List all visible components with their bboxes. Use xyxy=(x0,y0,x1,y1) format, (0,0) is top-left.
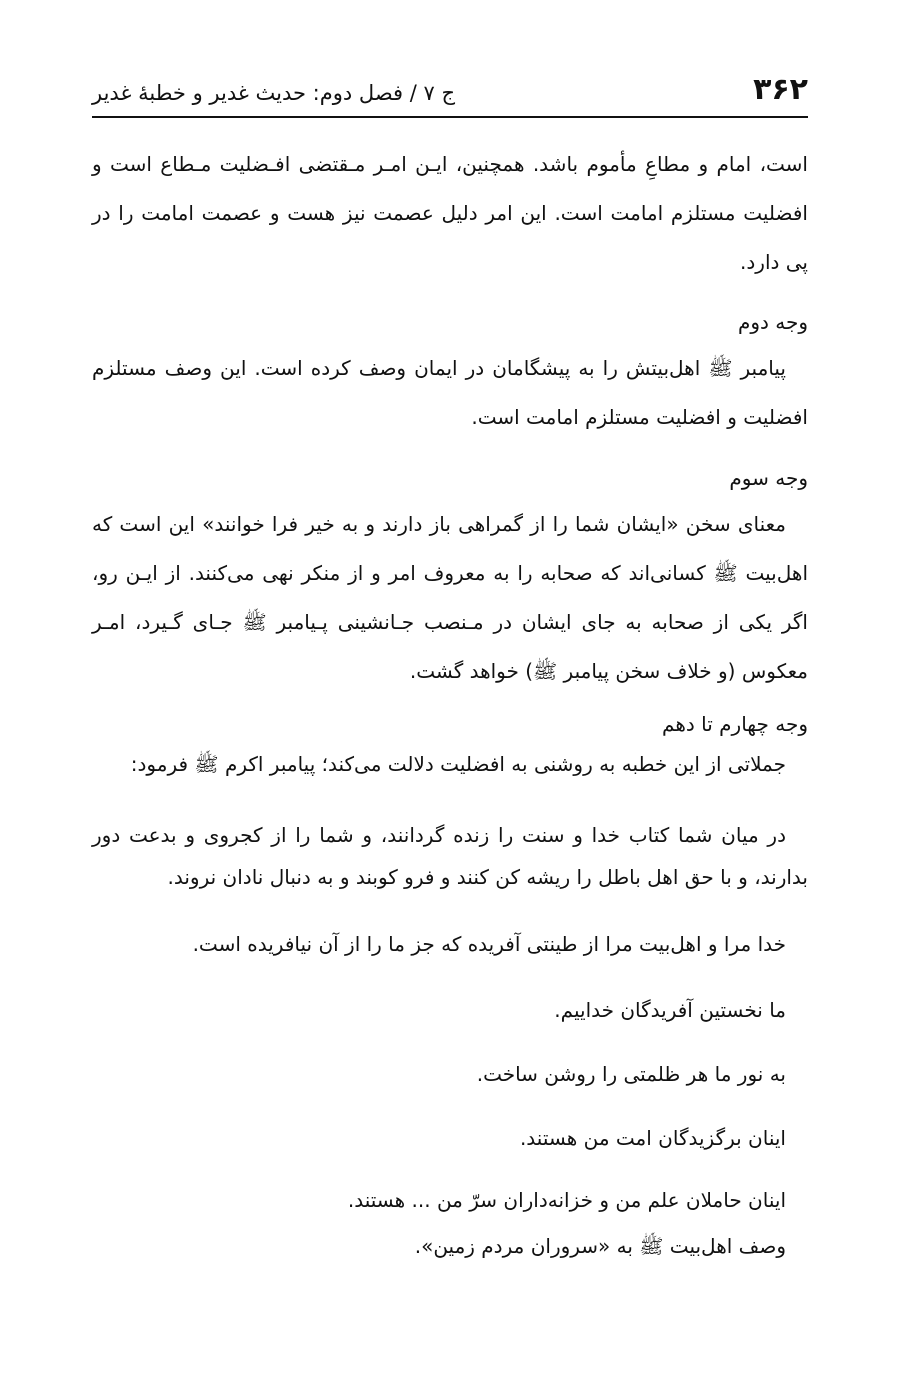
quote-4: به نور ما هر ظلمتی را روشن ساخت. xyxy=(476,1062,786,1086)
quote-7: وصف اهل‌بیت ﷺ به «سروران مردم زمین». xyxy=(414,1234,786,1258)
heading-fourth-to-tenth: وجه چهارم تا دهم xyxy=(662,712,808,736)
heading-second-aspect: وجه دوم xyxy=(737,310,808,334)
quote-1: در میان شما کتاب خدا و سنت را زنده گردانند، و شما را از کجروی و بدعت دور بدارند، و با حق اهل باطل را ریشه کن کنند و فرو کوبند و به دنبال نادان نروند. xyxy=(92,823,808,889)
quote-5: اینان برگزیدگان امت من هستند. xyxy=(519,1126,786,1150)
quote-3: ما نخستین آفریدگان خداییم. xyxy=(554,998,786,1022)
page-header xyxy=(92,68,808,116)
heading-third-aspect: وجه سوم xyxy=(729,466,808,490)
header-rule xyxy=(92,116,808,118)
quote-2: خدا مرا و اهل‌بیت مرا از طینتی آفریده که جز ما را از آن نیافریده است. xyxy=(192,932,786,956)
running-title: ج ۷ / فصل دوم: حدیث غدیر و خطبهٔ غدیر xyxy=(92,81,456,105)
paragraph-3: معنای سخن «ایشان شما را از گمراهی باز دارند و به خیر فرا خوانند» این است که اهل‌بیت ﷺ کسانی‌اند که صحابه را به معروف امر و از منکر نهی می‌کنند. از ایـن رو، اگر یکی از صحابه به جای ایشان در مـنصب جـانشینی پـیامبر ﷺ جـای گـیرد، امـر معکوس (و خلاف سخن پیامبر ﷺ) خواهد گشت. xyxy=(92,512,808,683)
paragraph-4: جملاتی از این خطبه به روشنی به افضلیت دلالت می‌کند؛ پیامبر اکرم ﷺ فرمود: xyxy=(130,752,786,776)
paragraph-2: پیامبر ﷺ اهل‌بیتش را به پیشگامان در ایمان وصف کرده است. این وصف مستلزم افضلیت و افضلیت مستلزم امامت است. xyxy=(92,356,808,429)
paragraph-1: است، امام و مطاعِ مأموم باشد. همچنین، ایـن امـر مـقتضی افـضلیت مـطاع است و افضلیت مستلزم امامت است. این امر دلیل عصمت نیز هست و عصمت امامت را در پی دارد. xyxy=(92,152,808,274)
quote-6: اینان حاملان علم من و خزانه‌داران سرّ من ... هستند. xyxy=(347,1188,786,1212)
page-number: ۳۶۲ xyxy=(753,72,808,107)
